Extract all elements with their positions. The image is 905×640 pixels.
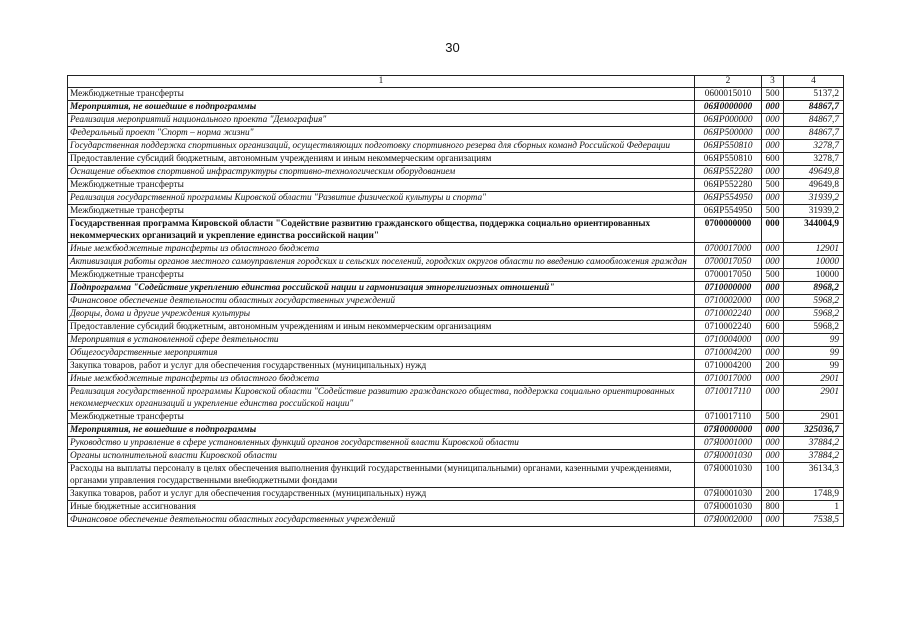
- row-amount: 5137,2: [784, 88, 844, 101]
- row-amount: 3278,7: [784, 153, 844, 166]
- table-row: [68, 424, 844, 437]
- row-type: 000: [762, 140, 784, 153]
- table-row: [68, 153, 844, 166]
- row-type: 600: [762, 321, 784, 334]
- row-type: 000: [762, 166, 784, 179]
- row-code: 0710017000: [695, 373, 762, 386]
- row-amount: 10000: [784, 256, 844, 269]
- table-row: [68, 282, 844, 295]
- row-amount: 12901: [784, 243, 844, 256]
- table-row: [68, 321, 844, 334]
- row-code: 06ЯР552280: [695, 179, 762, 192]
- table-row: [68, 256, 844, 269]
- row-amount: 2901: [784, 386, 844, 411]
- row-name: Межбюджетные трансферты: [68, 205, 695, 218]
- row-type: 100: [762, 463, 784, 488]
- row-code: 0700017050: [695, 269, 762, 282]
- row-name: Федеральный проект "Спорт – норма жизни": [68, 127, 695, 140]
- row-code: 06ЯР550810: [695, 153, 762, 166]
- row-type: 600: [762, 153, 784, 166]
- row-amount: 99: [784, 334, 844, 347]
- table-row: [68, 411, 844, 424]
- row-type: 500: [762, 411, 784, 424]
- row-type: 200: [762, 488, 784, 501]
- row-amount: 3278,7: [784, 140, 844, 153]
- row-amount: 1: [784, 501, 844, 514]
- table-row: [68, 179, 844, 192]
- row-name: Иные бюджетные ассигнования: [68, 501, 695, 514]
- row-type: 000: [762, 101, 784, 114]
- row-type: 000: [762, 308, 784, 321]
- row-amount: 325036,7: [784, 424, 844, 437]
- row-type: 000: [762, 256, 784, 269]
- header-col-3: 3: [762, 76, 784, 88]
- row-amount: 99: [784, 360, 844, 373]
- row-amount: 10000: [784, 269, 844, 282]
- row-amount: 99: [784, 347, 844, 360]
- row-name: Финансовое обеспечение деятельности областных государственных учреждений: [68, 295, 695, 308]
- row-code: 0710000000: [695, 282, 762, 295]
- row-code: 06ЯР500000: [695, 127, 762, 140]
- table-row: [68, 386, 844, 411]
- row-name: Расходы на выплаты персоналу в целях обеспечения выполнения функций государственными (муниципальными) органами, казенными учреждениями, органами управления государственными внебюджетными фондами: [68, 463, 695, 488]
- row-name: Мероприятия, не вошедшие в подпрограммы: [68, 424, 695, 437]
- row-amount: 2901: [784, 373, 844, 386]
- page-number: 30: [445, 40, 460, 55]
- row-name: Межбюджетные трансферты: [68, 269, 695, 282]
- header-col-1: 1: [68, 76, 695, 88]
- row-type: 200: [762, 360, 784, 373]
- budget-table: [67, 75, 844, 527]
- row-code: 07Я0001000: [695, 437, 762, 450]
- row-type: 000: [762, 424, 784, 437]
- table-row: [68, 334, 844, 347]
- row-type: 000: [762, 243, 784, 256]
- table-row: [68, 450, 844, 463]
- table-row: [68, 101, 844, 114]
- row-name: Государственная поддержка спортивных организаций, осуществляющих подготовку спортивного резерва для сборных команд Российской Федерации: [68, 140, 695, 153]
- row-type: 500: [762, 179, 784, 192]
- row-amount: 8968,2: [784, 282, 844, 295]
- row-name: Дворцы, дома и другие учреждения культуры: [68, 308, 695, 321]
- row-name: Межбюджетные трансферты: [68, 411, 695, 424]
- table-row: [68, 269, 844, 282]
- row-code: 0710002240: [695, 308, 762, 321]
- row-type: 000: [762, 192, 784, 205]
- row-name: Оснащение объектов спортивной инфраструктуры спортивно-технологическим оборудованием: [68, 166, 695, 179]
- row-name: Общегосударственные мероприятия: [68, 347, 695, 360]
- row-type: 800: [762, 501, 784, 514]
- row-name: Руководство и управление в сфере установленных функций органов государственной власти Кировской области: [68, 437, 695, 450]
- row-code: 0710002000: [695, 295, 762, 308]
- table-row: [68, 360, 844, 373]
- row-amount: 49649,8: [784, 179, 844, 192]
- row-name: Межбюджетные трансферты: [68, 88, 695, 101]
- row-code: 0700017000: [695, 243, 762, 256]
- row-code: 06ЯР000000: [695, 114, 762, 127]
- row-amount: 84867,7: [784, 127, 844, 140]
- table-row: [68, 127, 844, 140]
- row-amount: 7538,5: [784, 514, 844, 527]
- row-name: Органы исполнительной власти Кировской области: [68, 450, 695, 463]
- row-type: 000: [762, 295, 784, 308]
- row-code: 07Я0001030: [695, 463, 762, 488]
- row-type: 000: [762, 334, 784, 347]
- row-amount: 36134,3: [784, 463, 844, 488]
- row-amount: 5968,2: [784, 321, 844, 334]
- row-code: 07Я0001030: [695, 488, 762, 501]
- row-code: 0710004000: [695, 334, 762, 347]
- row-code: 0710004200: [695, 347, 762, 360]
- row-code: 06ЯР554950: [695, 192, 762, 205]
- table-row: [68, 88, 844, 101]
- row-type: 500: [762, 269, 784, 282]
- row-type: 500: [762, 88, 784, 101]
- table-row: [68, 501, 844, 514]
- row-code: 06ЯР554950: [695, 205, 762, 218]
- row-type: 000: [762, 437, 784, 450]
- row-type: 000: [762, 127, 784, 140]
- row-name: Иные межбюджетные трансферты из областного бюджета: [68, 243, 695, 256]
- row-name: Мероприятия, не вошедшие в подпрограммы: [68, 101, 695, 114]
- row-name: Межбюджетные трансферты: [68, 179, 695, 192]
- row-type: 000: [762, 514, 784, 527]
- row-code: 06Я0000000: [695, 101, 762, 114]
- row-amount: 2901: [784, 411, 844, 424]
- row-type: 000: [762, 114, 784, 127]
- row-code: 0700000000: [695, 218, 762, 243]
- row-amount: 84867,7: [784, 101, 844, 114]
- row-name: Финансовое обеспечение деятельности областных государственных учреждений: [68, 514, 695, 527]
- row-name: Мероприятия в установленной сфере деятельности: [68, 334, 695, 347]
- table-row: [68, 166, 844, 179]
- row-name: Реализация государственной программы Кировской области "Развитие физической культуры и спорта": [68, 192, 695, 205]
- row-code: 06ЯР550810: [695, 140, 762, 153]
- row-type: 500: [762, 205, 784, 218]
- row-amount: 1748,9: [784, 488, 844, 501]
- header-col-4: 4: [784, 76, 844, 88]
- table-row: [68, 308, 844, 321]
- row-amount: 31939,2: [784, 192, 844, 205]
- table-header-row: [68, 76, 844, 88]
- row-name: Предоставление субсидий бюджетным, автономным учреждениям и иным некоммерческим организациям: [68, 321, 695, 334]
- row-name: Подпрограмма "Содействие укреплению единства российской нации и гармонизация этнорелигиозных отношений": [68, 282, 695, 295]
- row-code: 07Я0001030: [695, 450, 762, 463]
- row-code: 07Я0001030: [695, 501, 762, 514]
- row-name: Закупка товаров, работ и услуг для обеспечения государственных (муниципальных) нужд: [68, 488, 695, 501]
- table-row: [68, 347, 844, 360]
- table-row: [68, 192, 844, 205]
- table-row: [68, 114, 844, 127]
- row-type: 000: [762, 282, 784, 295]
- row-amount: 31939,2: [784, 205, 844, 218]
- row-name: Активизация работы органов местного самоуправления городских и сельских поселений, городских округов области по введению самообложения граждан: [68, 256, 695, 269]
- row-code: 0710002240: [695, 321, 762, 334]
- row-type: 000: [762, 373, 784, 386]
- row-code: 06ЯР552280: [695, 166, 762, 179]
- row-code: 0710004200: [695, 360, 762, 373]
- table-row: [68, 243, 844, 256]
- row-code: 0600015010: [695, 88, 762, 101]
- row-amount: 37884,2: [784, 450, 844, 463]
- row-amount: 344004,9: [784, 218, 844, 243]
- row-type: 000: [762, 218, 784, 243]
- row-amount: 5968,2: [784, 308, 844, 321]
- row-name: Закупка товаров, работ и услуг для обеспечения государственных (муниципальных) нужд: [68, 360, 695, 373]
- header-col-2: 2: [695, 76, 762, 88]
- row-amount: 37884,2: [784, 437, 844, 450]
- table-row: [68, 218, 844, 243]
- row-code: 07Я0002000: [695, 514, 762, 527]
- row-code: 0710017110: [695, 411, 762, 424]
- row-name: Иные межбюджетные трансферты из областного бюджета: [68, 373, 695, 386]
- row-code: 0710017110: [695, 386, 762, 411]
- row-name: Реализация мероприятий национального проекта "Демография": [68, 114, 695, 127]
- row-type: 000: [762, 450, 784, 463]
- row-type: 000: [762, 386, 784, 411]
- table-row: [68, 373, 844, 386]
- table-row: [68, 514, 844, 527]
- table-row: [68, 295, 844, 308]
- row-name: Государственная программа Кировской области "Содействие развитию гражданского общества, поддержка социально ориентированных некоммерческих организаций и укрепление единства российской нации": [68, 218, 695, 243]
- table-row: [68, 463, 844, 488]
- row-type: 000: [762, 347, 784, 360]
- table-row: [68, 488, 844, 501]
- row-amount: 49649,8: [784, 166, 844, 179]
- row-name: Реализация государственной программы Кировской области "Содействие развитию гражданского общества, поддержка социально ориентированных некоммерческих организаций и укрепление единства российской нации": [68, 386, 695, 411]
- row-code: 0700017050: [695, 256, 762, 269]
- table-row: [68, 140, 844, 153]
- row-amount: 84867,7: [784, 114, 844, 127]
- row-code: 07Я0000000: [695, 424, 762, 437]
- row-amount: 5968,2: [784, 295, 844, 308]
- table-row: [68, 205, 844, 218]
- row-name: Предоставление субсидий бюджетным, автономным учреждениям и иным некоммерческим организациям: [68, 153, 695, 166]
- table-row: [68, 437, 844, 450]
